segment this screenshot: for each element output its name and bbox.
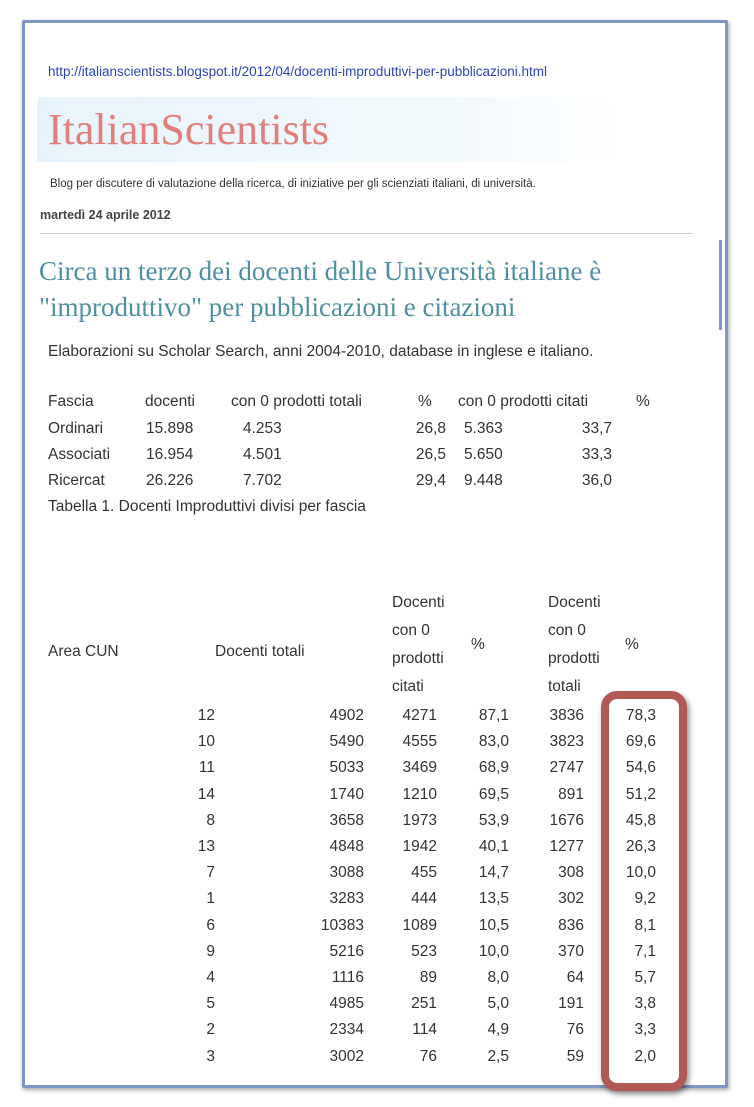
table2-cell: 54,6 — [625, 759, 656, 777]
table1-cell: 5.650 — [464, 446, 503, 463]
table2-cell: 76 — [419, 1047, 437, 1065]
table2-cell: 3088 — [329, 864, 364, 882]
table2-cell: 3 — [206, 1047, 215, 1065]
table2-cell: 3,8 — [634, 995, 656, 1013]
frame-divider — [22, 160, 25, 195]
header-docenti-citati — [392, 589, 445, 701]
table1-cell: 29,4 — [415, 472, 446, 489]
header-line: con 0 — [548, 622, 586, 639]
header-line: Docenti — [392, 594, 445, 611]
post-intro: Elaborazioni su Scholar Search, anni 2004-2010, database in inglese e italiano. — [48, 343, 594, 360]
header-docenti-totali-zero — [548, 589, 601, 701]
header-area-cun: Area CUN — [48, 643, 119, 660]
table2-cell: 3836 — [549, 707, 584, 724]
table2-cell: 4555 — [402, 733, 437, 751]
header-line: prodotti — [392, 650, 444, 667]
blog-title[interactable]: ItalianScientists — [48, 105, 330, 154]
table1-header-cell: docenti — [145, 393, 195, 410]
table2-cell: 1210 — [402, 785, 437, 803]
table2-cell: 40,1 — [478, 838, 509, 855]
table1-cell: 16.954 — [146, 446, 194, 463]
table2-cell: 4902 — [329, 707, 364, 724]
table1-header-cell: Fascia — [48, 393, 94, 410]
table2-cell: 891 — [558, 785, 584, 803]
table2-cell: 83,0 — [478, 733, 509, 751]
table2-cell: 69,5 — [478, 785, 509, 803]
table2-cell: 14,7 — [478, 864, 509, 882]
header-line: citati — [392, 678, 424, 695]
table2-cell: 2,5 — [487, 1047, 509, 1065]
table2-cell: 2,0 — [634, 1047, 656, 1065]
table2-cell: 2334 — [329, 1021, 364, 1039]
table2-cell: 59 — [566, 1047, 584, 1065]
post-date: martedì 24 aprile 2012 — [40, 208, 171, 222]
table1-cell: 26,5 — [415, 446, 446, 463]
table2-cell: 10383 — [320, 916, 364, 934]
table2-cell: 45,8 — [625, 811, 656, 829]
header-pct-totali: % — [625, 636, 639, 653]
table2-cell: 10,0 — [625, 864, 656, 882]
table2-cell: 7,1 — [634, 942, 656, 960]
table1-cell: 5.363 — [464, 420, 503, 437]
table2-cell: 308 — [558, 864, 584, 882]
table2-cell: 14 — [197, 785, 215, 803]
table2-cell: 10 — [197, 733, 215, 751]
table2-cell: 9,2 — [634, 890, 656, 908]
table2-cell: 836 — [558, 916, 584, 934]
table2-cell: 3002 — [329, 1047, 364, 1065]
table2-cell: 9 — [206, 942, 215, 960]
table2-cell: 1 — [206, 890, 215, 908]
frame-edge — [719, 240, 722, 330]
table2-cell: 455 — [411, 864, 437, 882]
table2-cell: 370 — [558, 942, 584, 960]
table2-cell: 114 — [412, 1021, 437, 1039]
table1-cell: 33,7 — [581, 420, 612, 437]
table2-cell: 53,9 — [478, 811, 509, 829]
table2-cell: 1116 — [331, 969, 364, 986]
table1-header-cell: % — [418, 393, 432, 410]
table2-cell: 87,1 — [478, 707, 509, 724]
post-title[interactable]: Circa un terzo dei docenti delle Università italiane è "improduttivo" per pubblicazioni e citazioni — [39, 256, 602, 322]
table2-cell: 523 — [411, 942, 437, 960]
table2-cell: 1740 — [329, 785, 364, 803]
header-line: con 0 — [392, 622, 430, 639]
table2-cell: 13,5 — [478, 890, 509, 908]
table1-header-cell: con 0 prodotti citati — [458, 393, 589, 410]
table1-cell: Ordinari — [48, 420, 104, 437]
blog-tagline: Blog per discutere di valutazione della ricerca, di iniziative per gli scienziati italiani, di università. — [50, 178, 536, 190]
table2-cell: 5216 — [329, 942, 364, 960]
table2-cell: 10,0 — [478, 942, 509, 960]
table2-cell: 5490 — [329, 733, 364, 751]
table2-cell: 4271 — [402, 707, 437, 724]
source-url-link[interactable]: http://italianscientists.blogspot.it/2012/04/docenti-improduttivi-per-pubblicazioni.html — [48, 64, 548, 79]
table2-cell: 26,3 — [625, 838, 656, 855]
table2-cell: 3283 — [329, 890, 364, 908]
table1-cell: 15.898 — [146, 420, 194, 437]
table2-cell: 3,3 — [634, 1021, 656, 1039]
table2-cell: 191 — [558, 995, 584, 1013]
table1-header-cell: con 0 prodotti totali — [231, 393, 362, 410]
table2-cell: 10,5 — [478, 916, 509, 934]
table1-cell: 36,0 — [581, 472, 612, 489]
table2-cell: 444 — [411, 890, 437, 908]
table2-cell: 1942 — [402, 838, 437, 855]
table2-cell: 302 — [558, 890, 584, 908]
table2-cell: 5 — [206, 995, 215, 1013]
table2-cell: 8 — [206, 811, 215, 829]
table1-cell: 4.501 — [243, 446, 282, 463]
table2-cell: 51,2 — [625, 785, 656, 803]
table2-cell: 3823 — [549, 733, 584, 751]
table2-cell: 4,9 — [487, 1021, 509, 1039]
table2-cell: 2747 — [549, 759, 584, 777]
table2-cell: 7 — [206, 864, 215, 882]
table2-cell: 1676 — [549, 811, 584, 829]
table2-cell: 13 — [197, 838, 215, 855]
header-pct-citati: % — [471, 636, 485, 653]
table2-cell: 68,9 — [478, 759, 509, 777]
table1-cell: 26.226 — [146, 472, 194, 489]
table1-cell: Ricercat — [48, 472, 105, 489]
highlight-box — [601, 691, 687, 1091]
table2-cell: 12 — [197, 707, 215, 724]
table1-cell: 26,8 — [415, 420, 446, 437]
table2-cell: 69,6 — [625, 733, 656, 751]
table2-cell: 4 — [206, 969, 215, 986]
table2-cell: 8,1 — [634, 916, 656, 934]
table1-header-cell: % — [636, 393, 650, 410]
table2-cell: 1089 — [402, 916, 437, 934]
table1-cell: 33,3 — [581, 446, 612, 463]
table1-cell: 7.702 — [243, 472, 282, 489]
table2-cell: 89 — [419, 969, 437, 986]
header-line: Docenti — [548, 594, 601, 611]
table2-cell: 5,7 — [634, 969, 656, 986]
table2-cell: 4848 — [329, 838, 364, 855]
table2-cell: 78,3 — [625, 707, 656, 724]
table2-cell: 76 — [566, 1021, 584, 1039]
table2-cell: 1973 — [402, 811, 437, 829]
header-line: prodotti — [548, 650, 600, 667]
table1-cell: 9.448 — [464, 472, 503, 489]
table2-cell: 4985 — [329, 995, 364, 1013]
header-docenti-totali: Docenti totali — [215, 643, 305, 660]
date-divider — [40, 233, 692, 234]
table2-cell: 8,0 — [487, 969, 509, 986]
table2-cell: 6 — [206, 916, 215, 934]
header-line: totali — [548, 678, 581, 695]
table2-cell: 3658 — [329, 811, 364, 829]
table2-cell: 5,0 — [487, 995, 509, 1013]
table1-cell: Associati — [48, 446, 111, 463]
table1-cell: 4.253 — [243, 420, 282, 437]
table2-cell: 5033 — [329, 759, 364, 777]
table2-cell: 1277 — [549, 838, 584, 855]
table2-cell: 251 — [411, 995, 437, 1013]
table2-cell: 11 — [198, 759, 215, 777]
table2-cell: 64 — [566, 969, 584, 986]
table2-cell: 2 — [206, 1021, 215, 1039]
table2-cell: 3469 — [402, 759, 437, 777]
table-caption: Tabella 1. Docenti Improduttivi divisi per fascia — [48, 498, 366, 515]
